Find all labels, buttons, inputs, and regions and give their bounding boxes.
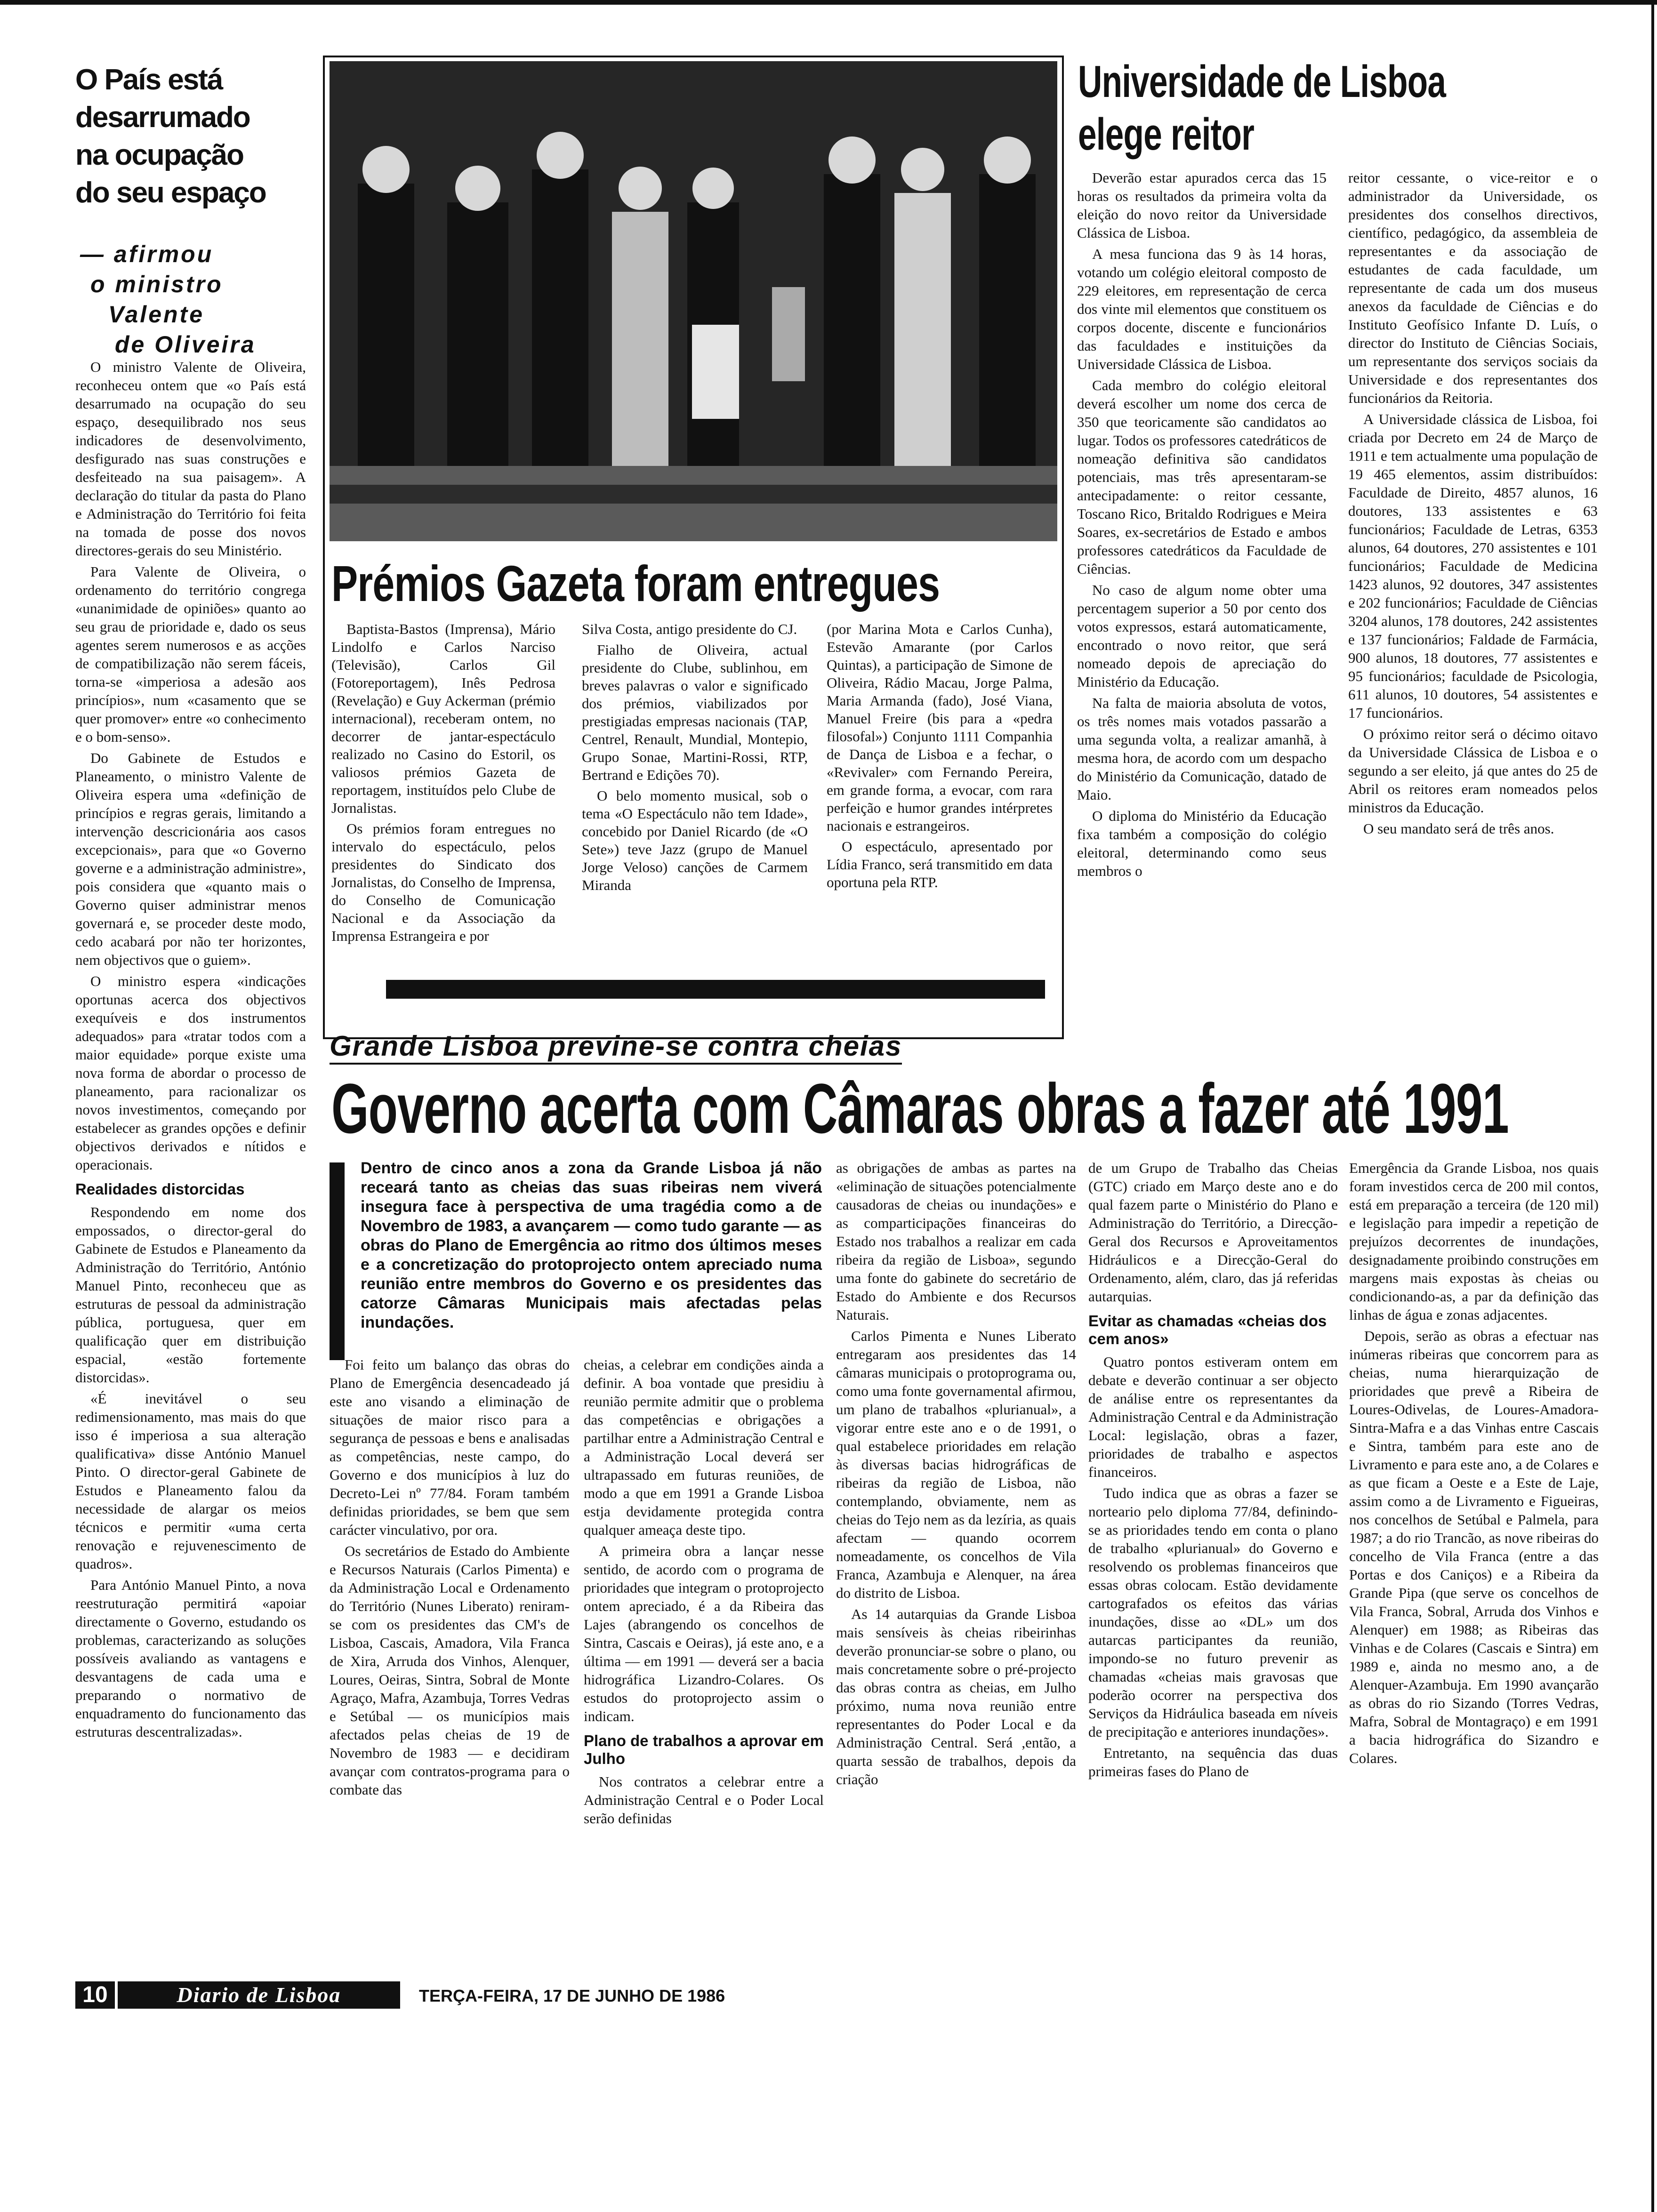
- paragraph: Tudo indica que as obras a fazer se norteario pelo diploma 77/84, definindo-se as prioridades tendo em conta o plano de trabalho «plurianual» do Governo e resolvendo os problemas financeiros que essas obras colocam. Estão devidamente cartografados os efeitos das várias inundações, disse ao «DL» um dos autarcas participantes da reunião, impondo-se no futuro prevenir as chamadas «cheias mais gravosas que poderão ocorrer na perspectiva dos Serviços da Hidráulica baseada em níveis de precipitação e anteriores inundações».: [1088, 1485, 1338, 1740]
- paragraph: A mesa funciona das 9 às 14 horas, votando um colégio eleitoral composto de 229 eleitores, em representação de cerca dos vinte mil elementos que constituem os corpos docente, discente e funcionários das faculdades e instituições da Universidade Clássica de Lisboa.: [1077, 246, 1327, 372]
- top-rule: [0, 0, 1657, 5]
- main-col-1: [330, 1355, 570, 1802]
- paragraph: A primeira obra a lançar nesse sentido, de acordo com o programa de prioridades que integram o protoprojecto ontem apreciado, é a da Ribeira das Lajes (abrangendo os concelhos de Sintra, Cascais e Oeiras), já este ano, e a última — em 1991 — deverá ser a bacia hidrográfica Lizandro-Colares. Os estudos do protoprojecto assim o indicam.: [584, 1543, 824, 1724]
- main-col-3: [836, 1159, 1076, 1791]
- main-col-2: [584, 1355, 824, 1830]
- left-article-body: [75, 358, 306, 1744]
- paragraph: A Universidade clássica de Lisboa, foi criada por Decreto em 24 de Março de 1911 e tem actualmente uma população de 19 465 elementos, assim distribuídos: Faculdade de Direito, 4857 alunos, 16 doutores, 133 assistentes e 63 funcionários; Faculdade de Letras, 6353 alunos, 64 doutores, 270 assistentes e 101 funcionários; Faculdade de Medicina 1423 alunos, 92 doutores, 347 assistentes e 202 funcionários; Faculdade de Ciências 3204 alunos, 178 doutores, 242 assistentes e 137 funcionários; Faldade de Farmácia, 900 alunos, 18 doutores, 77 assistentes e 95 funcionários; faculdade de Psicologia, 611 alunos, 10 doutores, 54 assistentes e 17 funcionários.: [1348, 411, 1598, 721]
- paragraph: cheias, a celebrar em condições ainda a definir. A boa vontade que presidiu à reunião permite admitir que o problema das competências e obrigações a partilhar entre a Administração Central e a Administração Local deverá ser ultrapassado em futuras reuniões, de modo a que em 1991 a Grande Lisboa estja devidamente protegida contra qualquer ameaça deste tipo.: [584, 1356, 824, 1538]
- left-title-line: do seu espaço: [75, 176, 266, 209]
- paragraph: No caso de algum nome obter uma percentagem superior a 50 por cento dos votos expressos, estará automaticamente, encontrado o novo reitor, que será nomeado depois de apreciação do Ministério da Educação.: [1077, 582, 1327, 690]
- lead-bar: [330, 1162, 345, 1360]
- paragraph: reitor cessante, o vice-reitor e o administrador da Universidade, os presidentes dos conselhos directivos, científico, pedagógico, da assembleia de representantes e da associação de estudantes de cada faculdade, um representante de cada um dos museus anexos da faculdade de Ciências e do Instituto Geofísico Infante D. Luís, o director do Instituto de Ciências Sociais, um representante dos serviços sociais da Universidade e dos representantes dos funcionários da Reitoria.: [1348, 169, 1598, 406]
- paragraph: Silva Costa, antigo presidente do CJ.: [582, 621, 797, 637]
- paragraph: Os secretários de Estado do Ambiente e Recursos Naturais (Carlos Pimenta) e da Administração Local e Ordenamento do Território (Nunes Liberato) reniram-se com os presidentes das CM's de Lisboa, Cascais, Amadora, Vila Franca de Xira, Arruda dos Vinhos, Alenquer, Loures, Oeiras, Sintra, Sobral de Monte Agraço, Mafra, Azambuja, Torres Vedras e Setúbal — os municípios mais afectados pelas cheias de 19 de Novembro de 1983 — e decidiram avançar com contratos-programa para o combate das: [330, 1543, 570, 1798]
- paragraph: As 14 autarquias da Grande Lisboa mais sensíveis às cheias ribeirinhas deverão pronunciar-se sobre o plano, ou mais concretamente sobre o pré-projecto das obras contra as cheias, em Julho próximo, numa nova reunião entre representantes do Poder Local e da Administração Central. Será ,então, a quarta sessão de trabalhos, depois da criação: [836, 1606, 1076, 1787]
- kicker: Grande Lisboa previne-se contra cheias: [330, 1030, 902, 1065]
- left-article-subtitle: [75, 239, 306, 360]
- paragraph: Entretanto, na sequência das duas primeiras fases do Plano de: [1088, 1745, 1338, 1779]
- universidade-col-1: [1077, 168, 1327, 883]
- paragraph: O seu mandato será de três anos.: [1363, 820, 1554, 837]
- paragraph: Deverão estar apurados cerca das 15 horas os resultados da primeira volta da eleição do novo reitor da Universidade Clássica de Lisboa.: [1077, 169, 1327, 241]
- paragraph: O próximo reitor será o décimo oitavo da Universidade Clássica de Lisboa e o segundo a ser eleito, já que antes do 25 de Abril os reitores eram nomeados pelos ministros da Educação.: [1348, 726, 1598, 816]
- paragraph: O belo momento musical, sob o tema «O Espectáculo não tem Idade», concebido por Daniel Ricardo (de «O Sete») teve Jazz (grupo de Manuel Jorge Veloso) canções de Carmem Miranda: [582, 787, 808, 893]
- subhead: Realidades distorcidas: [75, 1180, 245, 1198]
- paragraph: de um Grupo de Trabalho das Cheias (GTC) criado em Março deste ano e do qual fazem parte o Ministério do Plano e Administração do Território, a Direcção-Geral dos Recursos e Aproveitamentos Hidráulicos e a Direcção-Geral do Ordenamento, além, claro, das já referidas autarquias.: [1088, 1160, 1338, 1305]
- paragraph: «É inevitável o seu redimensionamento, mas mais do que isso é imperiosa a sua alteração qualificativa» disse António Manuel Pinto. O director-geral Gabinete de Estudos e Planeamento falou da necessidade de alargar os meios técnicos e permitir «uma certa renovação e rejuvenescimento de quadros».: [75, 1390, 306, 1572]
- paragraph: Fialho de Oliveira, actual presidente do Clube, sublinhou, em breves palavras o valor e significado dos prémios, viabilizados por prestigiadas empresas nacionais (TAP, Centrel, Renault, Mundial, Montepio, Grupo Sonae, Martini-Rossi, RTP, Bertrand e Edições 70).: [582, 641, 808, 783]
- premios-col-2: [582, 620, 808, 897]
- paragraph: (por Marina Mota e Carlos Cunha), Estevão Amarante (por Carlos Quintas), a participação de Simone de Oliveira, Rádio Macau, Jorge Palma, Maria Armanda (fado), José Viana, Manuel Freire (bis para a «pedra filosofal») Conjunto 1111 Companhia de Dança de Lisboa e a fechar, o «Revivaler» com Fernando Pereira, em grande forma, a evocar, com rara perfeição e humor grandes intérpretes nacionais e estrangeiros.: [827, 621, 1053, 834]
- masthead: Diario de Lisboa: [118, 1981, 400, 2009]
- left-title-line: desarrumado: [75, 101, 250, 134]
- left-subtitle-line: de Oliveira: [115, 331, 256, 358]
- paragraph: Para Valente de Oliveira, o ordenamento do território congrega «unanimidade de opiniões» quanto ao seu grau de prioridade e, dado os seus agentes serem numerosos e as acções de compatibilização não serem fáceis, torna-se «imperiosa a adesão aos princípios», num «casamento que se quer promover» entre «o conhecimento e o bom-senso».: [75, 563, 306, 745]
- paragraph: Quatro pontos estiveram ontem em debate e deverão continuar a ser objecto de análise entre os representantes da Administração Central e da Administração Local: legislação, obras a fazer, prioridades de trabalho e aspectos financeiros.: [1088, 1354, 1338, 1480]
- paragraph: Baptista-Bastos (Imprensa), Mário Lindolfo e Carlos Narciso (Televisão), Carlos Gil (Fotoreportagem), Inês Pedrosa (Revelação) e Guy Ackerman (prémio internacional), receberam ontem, no decorrer de jantar-espectáculo realizado no Casino do Estoril, os valiosos prémios Gazeta de reportagem, instituídos pelo Clube de Jornalistas.: [331, 621, 555, 816]
- subhead: Plano de trabalhos a aprovar em Julho: [584, 1732, 824, 1767]
- premios-col-3: [827, 620, 1053, 894]
- main-lead: Dentro de cinco anos a zona da Grande Lisboa já não receará tanto as cheias das suas ribeiras nem viverá insegura face à perspectiva de uma tragédia como a de Novembro de 1983, a avançarem — como tudo garante — as obras do Plano de Emergência ao ritmo dos últimos meses e a concretização do protoprojecto ontem apreciado numa reunião entre membros do Governo e os presidentes das catorze Câmaras Municipais mais afectadas pelas inundações.: [361, 1159, 822, 1331]
- page-number: 10: [75, 1981, 115, 2009]
- universidade-headline: [1078, 56, 1446, 161]
- universidade-headline-line: elege reitor: [1078, 109, 1255, 160]
- left-subtitle-line: o ministro: [90, 271, 223, 297]
- premios-headline: Prémios Gazeta foram entregues: [331, 555, 940, 612]
- paragraph: Os prémios foram entregues no intervalo do espectáculo, pelos presidentes do Sindicato dos Jornalistas, do Conselho de Imprensa, do Conselho de Comunicação Nacional e da Associação da Imprensa Estrangeira e por: [331, 820, 555, 944]
- left-subtitle-line: Valente: [108, 301, 205, 328]
- universidade-col-2: [1348, 168, 1598, 841]
- main-col-4: [1088, 1159, 1338, 1783]
- paragraph: O diploma do Ministério da Educação fixa também a composição do colégio eleitoral, determinando como seus membros o: [1077, 808, 1327, 879]
- paragraph: Carlos Pimenta e Nunes Liberato entregaram aos presidentes das 14 câmaras municipais o protoprograma ou, como uma fonte governamental afirmou, um plano de trabalhos «plurianual», a vigorar entre este ano e o de 1991, o qual estabelece prioridades em relação às diversas bacias hidrográficas de ribeiras da região de Lisboa, não contemplando, obviamente, nem as cheias do Tejo nem as da lezíria, as quais afectam — quando ocorrem nomeadamente, os concelhos de Vila Franca, Azambuja e Alenquer, na área do distrito de Lisboa.: [836, 1328, 1076, 1601]
- photo-illustration: [330, 61, 1057, 541]
- main-col-5: [1349, 1159, 1599, 1770]
- left-title-line: O País está: [75, 64, 223, 96]
- premios-bottom-bar: [386, 980, 1045, 999]
- paragraph: Emergência da Grande Lisboa, nos quais foram investidos cerca de 200 mil contos, está em preparação a terceira (de 120 mil) e legislação para impedir a repetição de prejuízos decorrentes de inundações, designadamente proibindo construções em margens mais expostas às cheias ou condicionando-as, a par da definição das linhas de água e zonas adjacentes.: [1349, 1160, 1599, 1323]
- premios-photo: [330, 61, 1057, 541]
- paragraph: Cada membro do colégio eleitoral deverá escolher um nome dos cerca de 350 que teoricamente são candidatos ao lugar. Todos os professores catedráticos de nomeação definitiva são candidatos potenciais, mas três apresentaram-se antecipadamente: o reitor cessante, Toscano Rico, Britaldo Rodrigues e Meira Soares, ex-secretários de Estado e ambos professores catedráticos da Faculdade de Ciências.: [1077, 377, 1327, 577]
- main-headline: Governo acerta com Câmaras obras a fazer até 1991: [331, 1069, 1509, 1148]
- left-subtitle-line: — afirmou: [80, 241, 214, 267]
- footer: [75, 1981, 781, 2010]
- footer-date: TERÇA-FEIRA, 17 DE JUNHO DE 1986: [419, 1986, 725, 2005]
- left-title-line: na ocupação: [75, 139, 243, 171]
- paragraph: Respondendo em nome dos empossados, o director-geral do Gabinete de Estudos e Planeamento da Administração do Território, António Manuel Pinto, reconheceu que as estruturas de pessoal da administração pública, portuguesa, quer em qualificação quer em distribuição espacial, «estão fortemente distorcidas».: [75, 1204, 306, 1386]
- premios-col-1: [331, 620, 555, 948]
- paragraph: Na falta de maioria absoluta de votos, os três nomes mais votados passarão a uma segunda volta, a realizar amanhã, à mesma hora, de acordo com um despacho do Ministério da Comunicação, datado de Maio.: [1077, 695, 1327, 803]
- paragraph: Depois, serão as obras a efectuar nas inúmeras ribeiras que concorrem para as cheias, numa hierarquização de prioridades que prevê a Ribeira de Loures-Odivelas, de Loures-Amadora-Sintra-Mafra e a das Vinhas entre Cascais e Sintra, também para este ano de Livramento e para este ano, a de Colares e as que ficam a Oeste e a Este de Laje, assim como a de Livramento e Figueiras, nos concelhos de Setúbal e Palmela, para 1987; a do rio Trancão, as nove ribeiras do concelho de Vila Franca (entre a das Portas e dos Caniços) e a Ribeira da Grande Pipa (que serve os concelhos de Vila Franca, Sobral, Arruda dos Vinhos e Alenquer) em 1988; as Ribeiras das Vinhas e de Colares (Cascais e Sintra) em 1989 e, ainda no mesmo ano, a de Alenquer-Azambuja. Em 1990 avançarão as obras do rio Sizando (Torres Vedras, Mafra, Sobral de Montagraço) e em 1991 a bacia hidrográfica do Sizandro e Colares.: [1349, 1328, 1599, 1766]
- universidade-headline-line: Universidade de Lisboa: [1078, 56, 1446, 107]
- paragraph: Foi feito um balanço das obras do Plano de Emergência desencadeado já este ano visando a eliminação de situações de maior risco para a segurança de pessoas e bens e analisadas as competências, neste campo, do Governo e dos municípios à luz do Decreto-Lei nº 77/84. Foram também definidas prioridades, se bem que sem carácter vinculativo, por ora.: [330, 1356, 570, 1538]
- left-article-title: [75, 61, 320, 212]
- paragraph: Para António Manuel Pinto, a nova reestruturação permitirá «apoiar directamente o Governo, estudando os problemas, caracterizando as soluções possíveis avaliando as vantagens e desvantagens de cada uma e preparando o normativo de enquadramento do funcionamento das estruturas descentralizadas».: [75, 1577, 306, 1740]
- paragraph: O ministro Valente de Oliveira, reconheceu ontem que «o País está desarrumado na ocupação do seu espaço, desequilibrado nos seus indicadores de desenvolvimento, desfigurado nas suas construções e desfeiteado na sua paisagem». A declaração do titular da pasta do Plano e Administração do Território foi feita na tomada de posse dos novos directores-gerais do seu Ministério.: [75, 359, 306, 559]
- paragraph: O ministro espera «indicações oportunas acerca dos objectivos exequíveis e dos instrumentos adequados» para «tratar todos com a maior equidade» porque existe uma nova forma de abordar o processo de planeamento, para racionalizar os novos investimentos, começando por estabelecer as grandes opções e definir objectivos derivados e nítidos e operacionais.: [75, 973, 306, 1173]
- paragraph: O espectáculo, apresentado por Lídia Franco, será transmitido em data oportuna pela RTP.: [827, 838, 1053, 890]
- paragraph: Nos contratos a celebrar entre a Administração Central e o Poder Local serão definidas: [584, 1773, 824, 1827]
- paragraph: Do Gabinete de Estudos e Planeamento, o ministro Valente de Oliveira espera uma «definição de princípios e regras gerais, limitando a intervenção descricionária aos casos excepcionais», para que «o Governo governe e a administração administre», pois considera que «quanto mais o Governo quiser administrar menos governará e, se proceder deste modo, cedo acabará por não ter horizontes, nem objectivos que o guiem».: [75, 750, 306, 968]
- paragraph: as obrigações de ambas as partes na «eliminação de situações potencialmente causadoras de cheias ou inundações» e as comparticipações financeiras do Estado nos trabalhos a realizar em cada ribeira da região de Lisboa», segundo uma fonte do gabinete do secretário de Estado do Ambiente e dos Recursos Naturais.: [836, 1160, 1076, 1323]
- subhead: Evitar as chamadas «cheias dos cem anos»: [1088, 1312, 1327, 1347]
- right-edge-rule: [1651, 0, 1654, 2212]
